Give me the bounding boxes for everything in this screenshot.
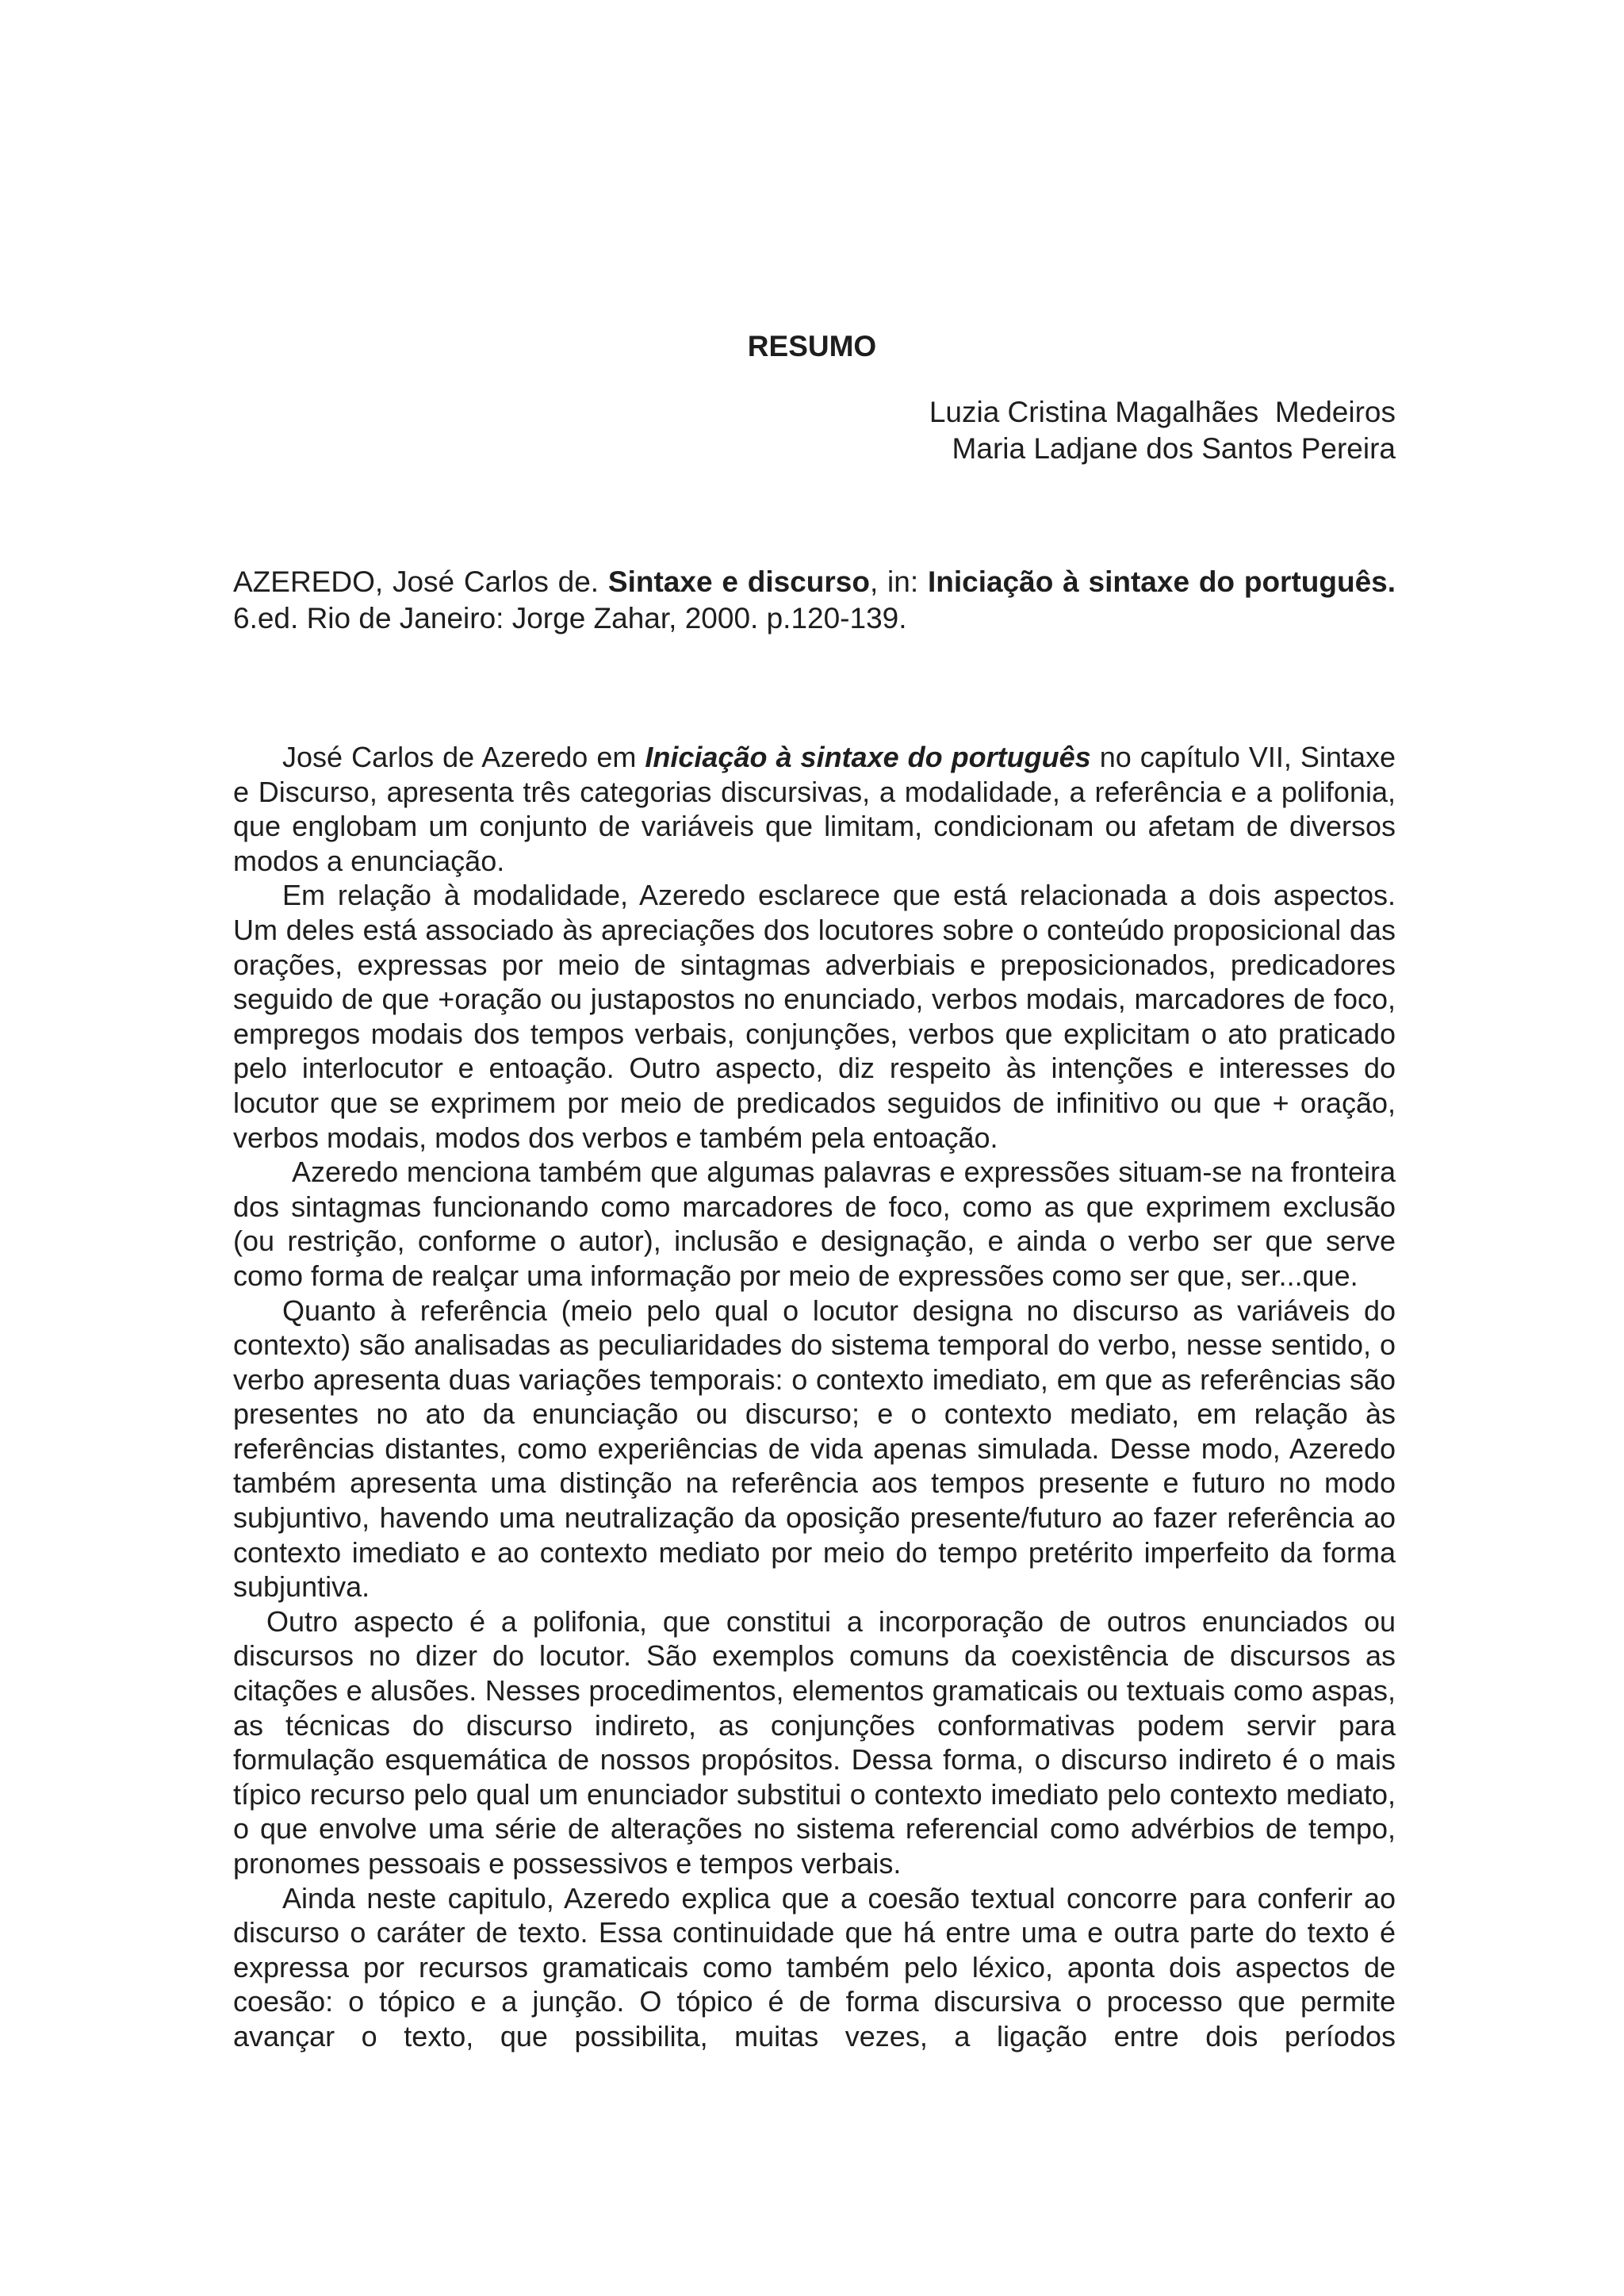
paragraph-text: José Carlos de Azeredo em: [282, 741, 645, 773]
summary-body: [233, 740, 1396, 2054]
reference-details: 6.ed. Rio de Janeiro: Jorge Zahar, 2000. p.120-139.: [233, 602, 907, 634]
paragraph: Ainda neste capitulo, Azeredo explica que a coesão textual concorre para conferir ao discurso o caráter de texto. Essa continuidade que há entre uma e outra parte do texto é expressa por recursos gramaticais como também pelo léxico, aponta dois aspectos de coesão: o tópico e a junção. O tópico é de forma discursiva o processo que permite avançar o texto, que possibilita, muitas vezes, a ligação entre dois períodos: [233, 1881, 1396, 2053]
reference-book: Iniciação à sintaxe do português.: [927, 565, 1396, 598]
paragraph: Em relação à modalidade, Azeredo esclarece que está relacionada a dois aspectos. Um deles está associado às apreciações dos locutores sobre o conteúdo proposicional das orações, expressas por meio de sintagmas adverbiais e preposicionados, predicadores seguido de que +oração ou justapostos no enunciado, verbos modais, marcadores de foco, empregos modais dos tempos verbais, conjunções, verbos que explicitam o ato praticado pelo interlocutor e entoação. Outro aspecto, diz respeito às intenções e interesses do locutor que se exprimem por meio de predicados seguidos de infinitivo ou que + oração, verbos modais, modos dos verbos e também pela entoação.: [233, 879, 1396, 1154]
authors-block: [929, 394, 1396, 467]
book-title-emphasis: Iniciação à sintaxe do português: [645, 741, 1091, 773]
reference-author: AZEREDO, José Carlos de.: [233, 565, 608, 598]
author-name: Maria Ladjane dos Santos Pereira: [952, 432, 1396, 465]
document-title: RESUMO: [747, 330, 877, 362]
paragraph: Azeredo menciona também que algumas palavras e expressões situam-se na fronteira dos sintagmas funcionando como marcadores de foco, como as que exprimem exclusão (ou restrição, conforme o autor), inclusão e designação, e ainda o verbo ser que serve como forma de realçar uma informação por meio de expressões como ser que, ser...que.: [233, 1156, 1396, 1292]
reference-connector: , in:: [869, 565, 928, 598]
reference-chapter: Sintaxe e discurso: [607, 565, 870, 598]
paragraph: Outro aspecto é a polifonia, que constitui a incorporação de outros enunciados ou discursos no dizer do locutor. São exemplos comuns da coexistência de discursos as citações e alusões. Nesses procedimentos, elementos gramaticais ou textuais como aspas, as técnicas do discurso indireto, as conjunções conformativas podem servir para formulação esquemática de nossos propósitos. Dessa forma, o discurso indireto é o mais típico recurso pelo qual um enunciador substitui o contexto imediato pelo contexto mediato, o que envolve uma série de alterações no sistema referencial como advérbios de tempo, pronomes pessoais e possessivos e tempos verbais.: [233, 1604, 1396, 1880]
bibliographic-reference: [233, 564, 1396, 637]
paragraph: Quanto à referência (meio pelo qual o locutor designa no discurso as variáveis do contexto) são analisadas as peculiaridades do sistema temporal do verbo, nesse sentido, o verbo apresenta duas variações temporais: o contexto imediato, em que as referências são presentes no ato da enunciação ou discurso; e o contexto mediato, em relação às referências distantes, como experiências de vida apenas simulada. Desse modo, Azeredo também apresenta uma distinção na referência aos tempos presente e futuro no modo subjuntivo, havendo uma neutralização da oposição presente/futuro ao fazer referência ao contexto imediato e ao contexto mediato por meio do tempo pretérito imperfeito da forma subjuntiva.: [233, 1294, 1396, 1604]
paragraph: [233, 740, 1396, 878]
paragraph-text: no capítulo VII, Sintaxe e Discurso, apresenta três categorias discursivas, a modalidade, a referência e a polifonia, que englobam um conjunto de variáveis que limitam, condicionam ou afetam de diversos modos a enunciação.: [233, 741, 1396, 877]
author-name: Luzia Cristina Magalhães Medeiros: [929, 396, 1396, 428]
